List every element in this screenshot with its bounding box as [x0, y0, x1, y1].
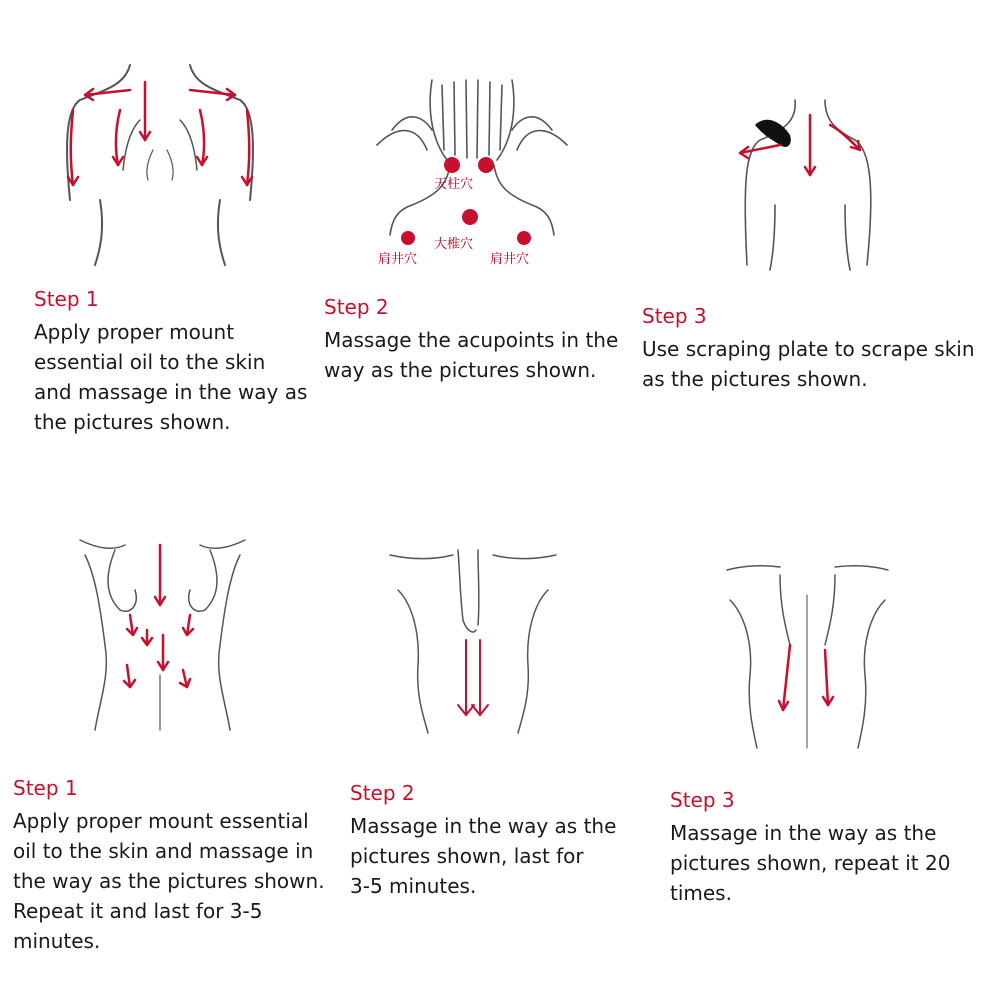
illustration-neck-acupoints — [372, 70, 572, 270]
step-title: Step 1 — [34, 287, 99, 311]
acupoint-label-left: 肩井穴 — [378, 252, 418, 267]
acupoint-label-right: 肩井穴 — [490, 252, 530, 267]
step-card-row1-1 — [34, 287, 324, 437]
illustration-lower-back-massage — [75, 535, 250, 735]
step-description: Apply proper mount essential oil to the skin and massage in the way as the pictures shown. — [34, 320, 308, 434]
illustration-scraping-plate — [725, 95, 885, 275]
step-card-row2-2 — [350, 781, 650, 901]
step-card-row2-1 — [13, 776, 343, 956]
acupoint-label-center: 大椎穴 — [434, 237, 474, 252]
step-title: Step 3 — [670, 788, 735, 812]
illustration-upper-back-massage — [45, 60, 275, 270]
step-title: Step 3 — [642, 304, 707, 328]
illustration-spine-stroke — [388, 545, 558, 735]
step-title: Step 2 — [324, 295, 389, 319]
step-title: Step 2 — [350, 781, 415, 805]
step-description: Massage the acupoints in the way as the pictures shown. — [324, 328, 619, 382]
step-description: Massage in the way as the pictures shown, repeat it 20 times. — [670, 821, 951, 905]
acupoint-label-top: 天柱穴 — [434, 177, 474, 192]
step-description: Massage in the way as the pictures shown, last for 3-5 minutes. — [350, 814, 617, 898]
step-title: Step 1 — [13, 776, 78, 800]
step-description: Use scraping plate to scrape skin as the pictures shown. — [642, 337, 975, 391]
step-card-row1-3 — [642, 304, 992, 394]
step-description: Apply proper mount essential oil to the skin and massage in the way as the pictures shown. Repeat it and last for 3-5 minutes. — [13, 809, 325, 953]
step-card-row1-2 — [324, 295, 644, 385]
illustration-side-stroke — [725, 555, 890, 750]
step-card-row2-3 — [670, 788, 990, 908]
